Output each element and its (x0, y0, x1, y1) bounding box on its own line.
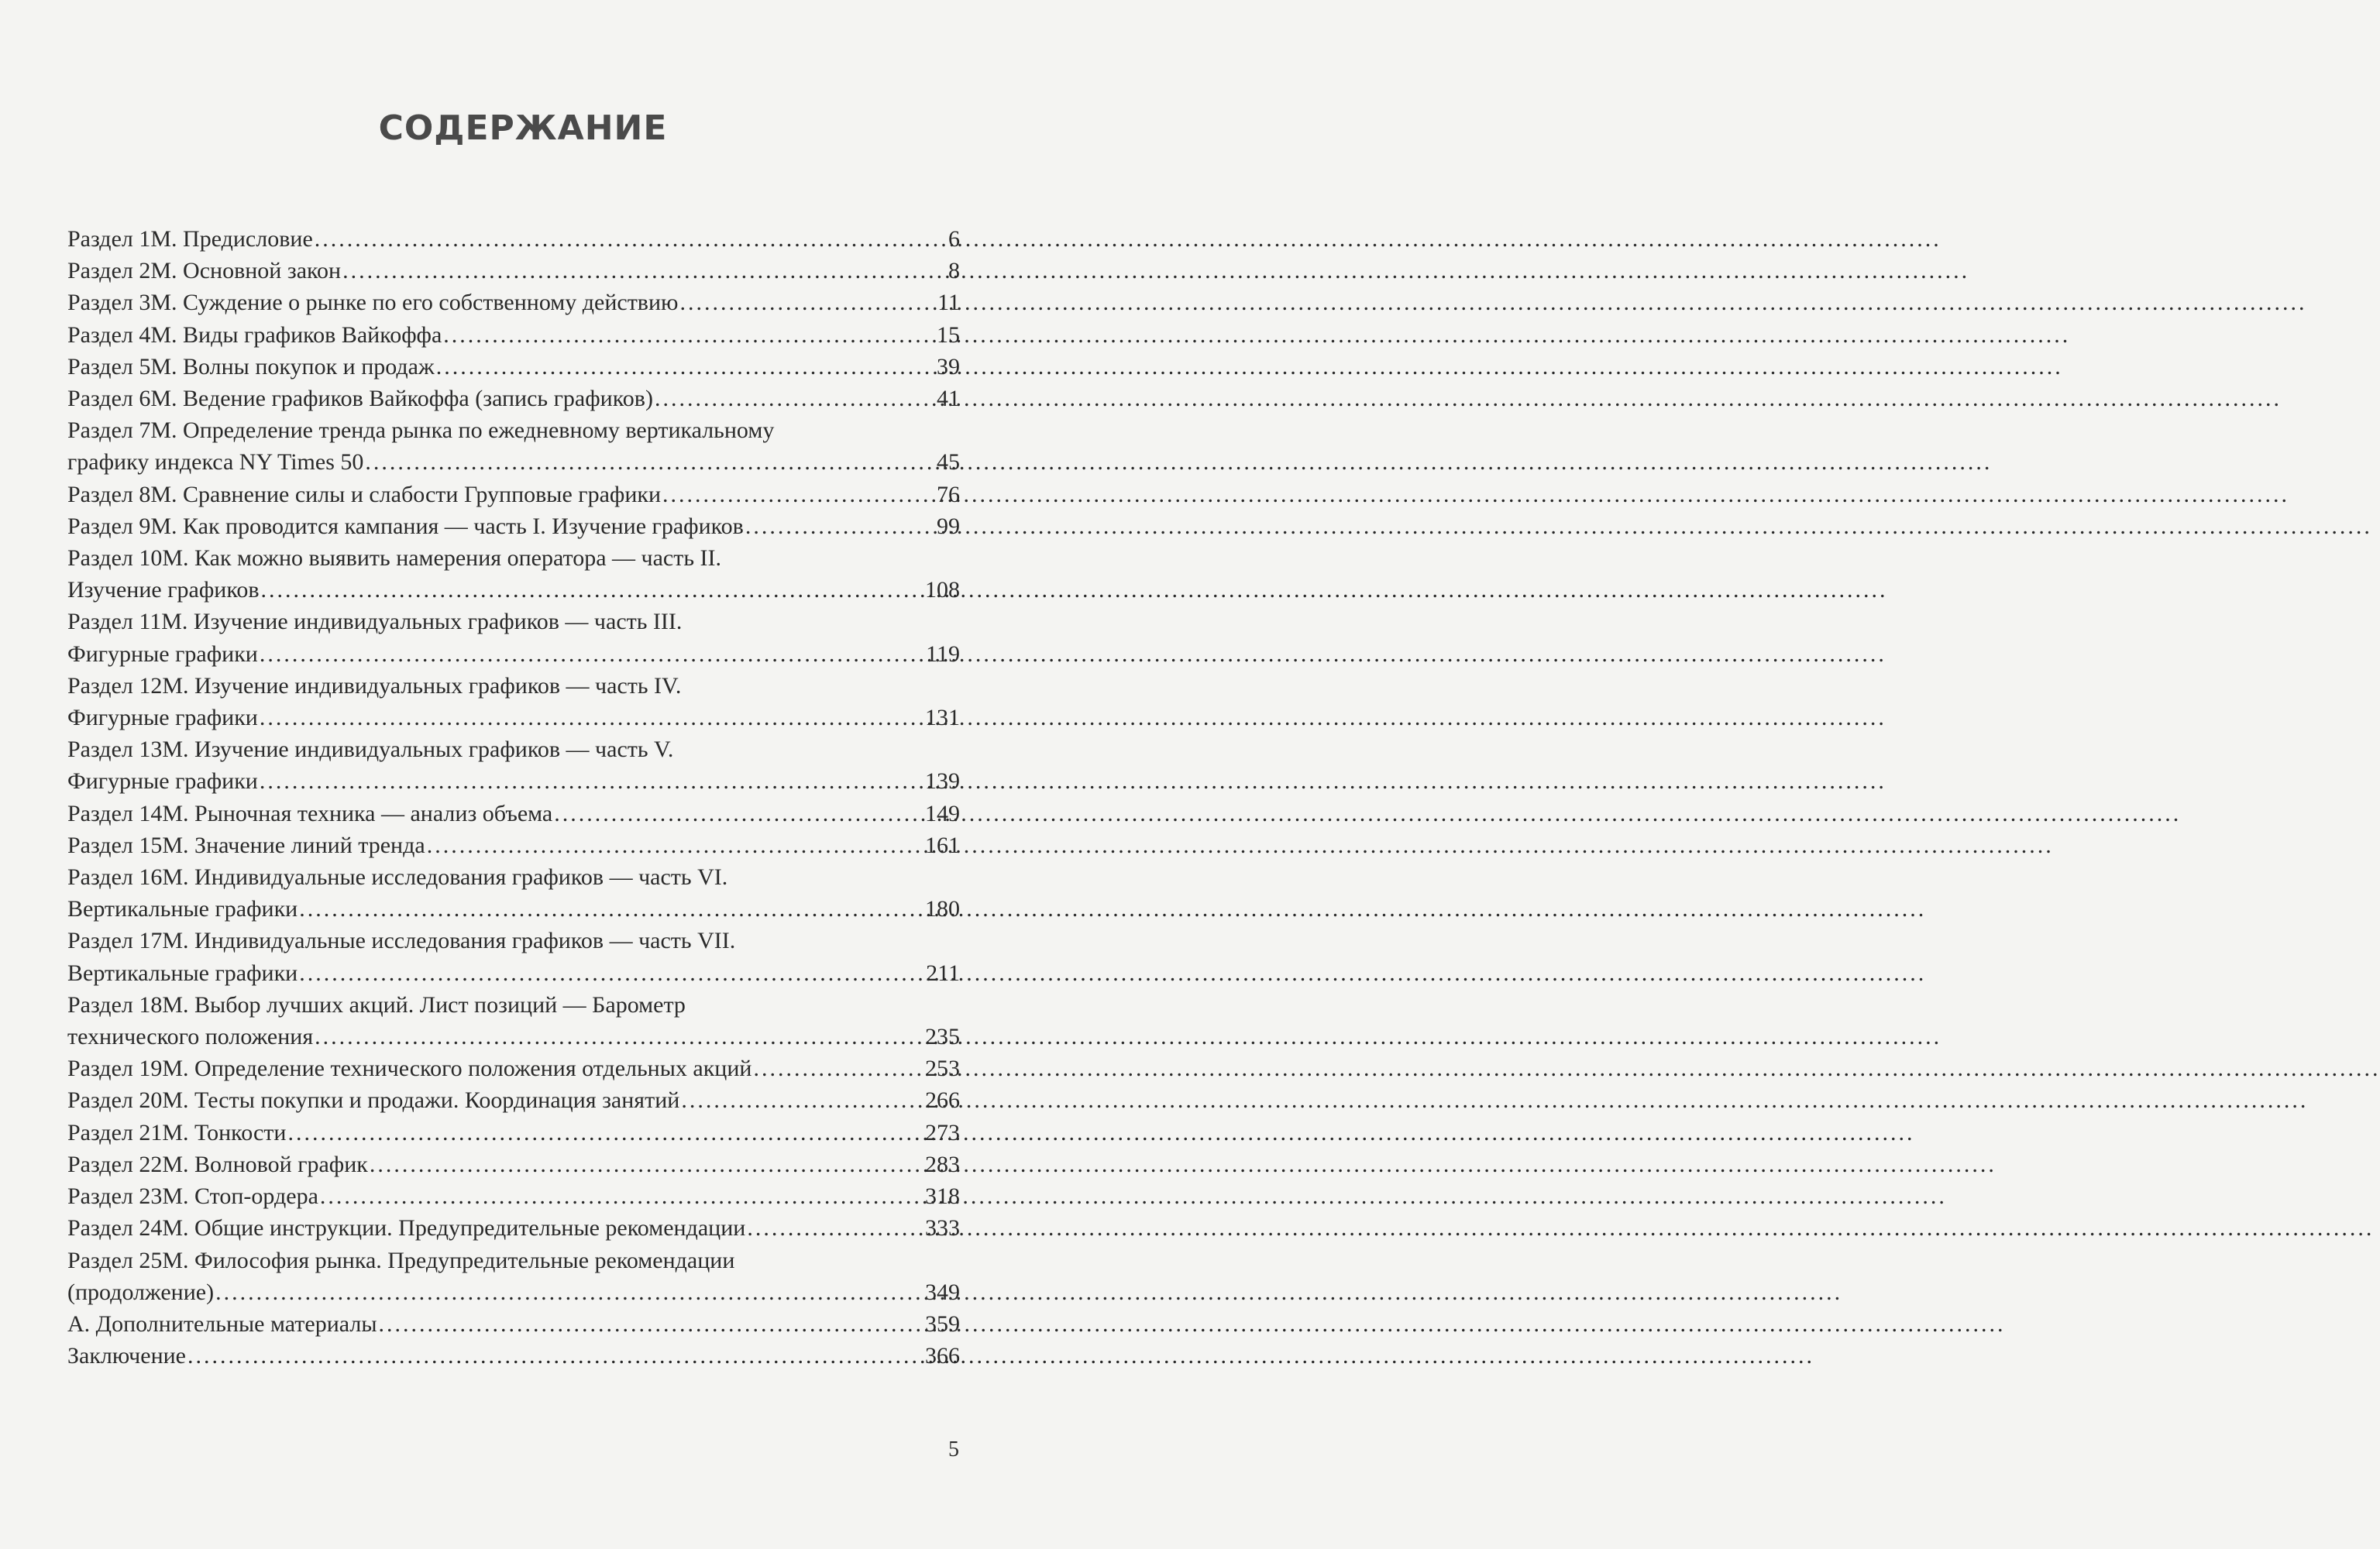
dot-leader (436, 351, 935, 383)
toc-entry-row (67, 893, 960, 925)
dot-leader (320, 1180, 923, 1212)
dot-leader (753, 1053, 923, 1084)
toc-entry-title: Раздел 20М. Тесты покупки и продажи. Координация занятий (67, 1087, 680, 1114)
toc-entry (67, 989, 960, 1053)
dot-leader (260, 765, 923, 797)
toc-entry-title: Раздел 9М. Как проводится кампания — часть I. Изучение графиков (67, 513, 744, 539)
dot-leader (260, 702, 923, 733)
toc-entry (67, 733, 960, 797)
toc-entry-title-line: Раздел 25М. Философия рынка. Предупредительные рекомендации (67, 1247, 735, 1273)
dot-leader (747, 1212, 923, 1244)
dot-leader (299, 957, 924, 989)
toc-entry-title: Раздел 22М. Волновой график (67, 1151, 368, 1177)
toc-entry-page-number: 11 (937, 290, 960, 316)
toc-entry-title: Раздел 3М. Суждение о рынке по его собственному действию (67, 290, 679, 316)
toc-entry-title: Фигурные графики (67, 768, 258, 795)
toc-entry-title: Заключение (67, 1343, 186, 1369)
toc-entry-page-number: 359 (925, 1310, 960, 1337)
dot-leader (662, 479, 935, 510)
toc-entry-title: Раздел 15М. Значение линий тренда (67, 832, 425, 858)
toc-entry-title: Раздел 6М. Ведение графиков Вайкоффа (запись графиков) (67, 386, 653, 412)
toc-entry (67, 798, 960, 829)
toc-entry (67, 1149, 960, 1180)
toc-entry-page-number: 149 (925, 800, 960, 826)
toc-entry-page-number: 366 (925, 1343, 960, 1369)
toc-entry-row (67, 1053, 960, 1084)
toc-entry-title: Раздел 14М. Рыночная техника — анализ объема (67, 800, 553, 826)
table-of-contents (67, 223, 960, 1372)
toc-entry (67, 287, 960, 318)
dot-leader (745, 510, 935, 542)
toc-entry-page-number: 161 (925, 832, 960, 858)
toc-entry-row (67, 1212, 960, 1244)
toc-entry-title: Вертикальные графики (67, 896, 298, 922)
toc-entry-title: Раздел 23М. Стоп-ордера (67, 1183, 318, 1210)
toc-entry-title-line: Раздел 10М. Как можно выявить намерения оператора — часть II. (67, 545, 722, 572)
toc-entry-title-line: Раздел 18М. Выбор лучших акций. Лист позиций — Барометр (67, 991, 686, 1018)
toc-entry (67, 223, 960, 255)
dot-leader (370, 1149, 923, 1180)
dot-leader (215, 1276, 923, 1308)
toc-entry-row (67, 765, 960, 797)
dot-leader (365, 446, 935, 478)
toc-entry-page-number: 349 (925, 1279, 960, 1305)
toc-entry (67, 925, 960, 988)
toc-entry-title-line: Раздел 13М. Изучение индивидуальных графиков — часть V. (67, 737, 674, 763)
toc-entry-row (67, 319, 960, 351)
toc-entry (67, 383, 960, 414)
toc-entry (67, 1340, 960, 1372)
toc-entry-page-number: 6 (948, 226, 960, 252)
toc-entry-row (67, 383, 960, 414)
toc-entry-row (67, 574, 960, 606)
toc-entry-title: технического положения (67, 1024, 314, 1050)
dot-leader (378, 1308, 923, 1340)
toc-entry (67, 1245, 960, 1308)
toc-entry-title-line: Раздел 11М. Изучение индивидуальных графиков — часть III. (67, 609, 683, 635)
toc-entry-row (67, 351, 960, 383)
toc-entry-row (67, 638, 960, 670)
toc-entry-page-number: 266 (925, 1087, 960, 1114)
toc-entry (67, 606, 960, 669)
dot-leader (315, 1021, 923, 1053)
toc-entry-title: Раздел 4М. Виды графиков Вайкоффа (67, 321, 442, 348)
toc-entry-page-number: 253 (925, 1056, 960, 1082)
toc-entry-title: Фигурные графики (67, 641, 258, 667)
toc-entry-title: графику индекса NY Times 50 (67, 449, 364, 476)
toc-entry-title: Изучение графиков (67, 577, 260, 603)
toc-entry-row (67, 1308, 960, 1340)
toc-entry-row (67, 1180, 960, 1212)
toc-entry-row (67, 1276, 960, 1308)
toc-entry-page-number: 119 (926, 641, 960, 667)
toc-entry-title: Раздел 8М. Сравнение силы и слабости Групповые графики (67, 481, 662, 507)
toc-entry-page-number: 8 (948, 258, 960, 284)
dot-leader (261, 574, 923, 606)
dot-leader (427, 829, 923, 861)
toc-entry-row (67, 798, 960, 829)
toc-entry-page-number: 76 (937, 481, 960, 507)
toc-entry (67, 510, 960, 542)
toc-entry-title-line: Раздел 7М. Определение тренда рынка по ежедневному вертикальному (67, 417, 775, 444)
page-number: 5 (948, 1437, 959, 1461)
toc-entry-row (67, 446, 960, 478)
toc-entry-row (67, 1149, 960, 1180)
dot-leader (287, 1117, 923, 1149)
toc-entry (67, 1180, 960, 1212)
toc-entry-title-line: Раздел 17М. Индивидуальные исследования графиков — часть VII. (67, 928, 736, 954)
toc-entry-title: Раздел 24М. Общие инструкции. Предупредительные рекомендации (67, 1215, 746, 1242)
toc-entry-row (67, 1084, 960, 1116)
toc-entry (67, 1212, 960, 1244)
toc-entry-page-number: 333 (925, 1215, 960, 1242)
toc-entry-title: Раздел 19М. Определение технического положения отдельных акций (67, 1056, 752, 1082)
toc-entry-title: Раздел 2М. Основной закон (67, 258, 342, 284)
toc-entry (67, 1308, 960, 1340)
toc-entry-page-number: 180 (925, 896, 960, 922)
toc-entry-row (67, 957, 960, 989)
toc-entry-page-number: 108 (925, 577, 960, 603)
toc-entry-title-line: Раздел 16М. Индивидуальные исследования графиков — часть VI. (67, 864, 728, 891)
toc-entry-page-number: 99 (937, 513, 960, 539)
toc-entry (67, 1084, 960, 1116)
dot-leader (443, 319, 935, 351)
dot-leader (260, 638, 924, 670)
toc-entry-page-number: 318 (925, 1183, 960, 1210)
toc-entry (67, 829, 960, 861)
book-page (0, 0, 1046, 1549)
toc-entry-title: Фигурные графики (67, 705, 258, 731)
page-title: СОДЕРЖАНИЕ (378, 108, 668, 148)
dot-leader (299, 893, 923, 925)
toc-entry-row (67, 479, 960, 510)
dot-leader (315, 223, 947, 255)
toc-entry (67, 1053, 960, 1084)
toc-entry-page-number: 273 (925, 1119, 960, 1145)
toc-entry-page-number: 39 (937, 353, 960, 380)
dot-leader (187, 1340, 923, 1372)
dot-leader (655, 383, 935, 414)
toc-entry (67, 479, 960, 510)
dot-leader (342, 255, 947, 287)
toc-entry-row (67, 255, 960, 287)
toc-entry-title-line: Раздел 12М. Изучение индивидуальных графиков — часть IV. (67, 672, 682, 699)
toc-entry-title: Раздел 1М. Предисловие (67, 226, 313, 252)
dot-leader (679, 287, 936, 318)
toc-entry (67, 1117, 960, 1149)
toc-entry-row (67, 1117, 960, 1149)
toc-entry-row (67, 829, 960, 861)
toc-entry (67, 542, 960, 606)
toc-entry (67, 861, 960, 925)
toc-entry-title: (продолжение) (67, 1279, 215, 1305)
toc-entry-title: Раздел 21М. Тонкости (67, 1119, 287, 1145)
toc-entry-page-number: 15 (937, 321, 960, 348)
dot-leader (554, 798, 923, 829)
toc-entry (67, 319, 960, 351)
toc-entry-page-number: 235 (925, 1024, 960, 1050)
toc-entry-title: Вертикальные графики (67, 960, 298, 986)
toc-entry-row (67, 223, 960, 255)
toc-entry-page-number: 45 (937, 449, 960, 476)
toc-entry-page-number: 139 (925, 768, 960, 795)
toc-entry-page-number: 211 (926, 960, 960, 986)
toc-entry-page-number: 131 (925, 705, 960, 731)
toc-entry-row (67, 510, 960, 542)
toc-entry-row (67, 1340, 960, 1372)
toc-entry (67, 670, 960, 733)
toc-entry (67, 255, 960, 287)
toc-entry-title: Раздел 5М. Волны покупок и продаж (67, 353, 435, 380)
toc-entry-row (67, 702, 960, 733)
toc-entry-row (67, 287, 960, 318)
toc-entry (67, 414, 960, 478)
toc-entry (67, 351, 960, 383)
toc-entry-page-number: 41 (937, 386, 960, 412)
dot-leader (681, 1084, 923, 1116)
toc-entry-page-number: 283 (925, 1151, 960, 1177)
toc-entry-row (67, 1021, 960, 1053)
toc-entry-title: А. Дополнительные материалы (67, 1310, 377, 1337)
